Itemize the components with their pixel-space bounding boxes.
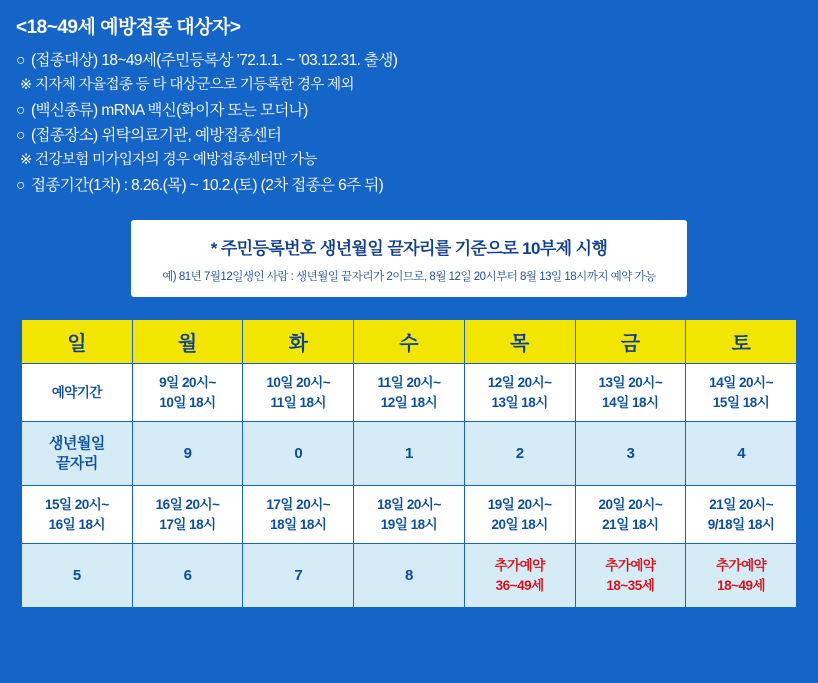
- table-row: [22, 422, 797, 486]
- list-item: [16, 173, 804, 198]
- period-cell: 15일 20시~ 16일 18시: [22, 486, 133, 544]
- digit-cell: 3: [575, 422, 686, 486]
- table-row: [22, 364, 797, 422]
- bullet-mark: ○: [16, 52, 25, 69]
- bullet-list: [16, 48, 804, 198]
- extra-reservation-text: 추가예약 18~35세: [605, 557, 656, 593]
- digit-cell: 0: [243, 422, 354, 486]
- day-header-thu: 목: [464, 320, 575, 364]
- callout-box: [131, 220, 687, 297]
- period-cell: 9일 20시~ 10일 18시: [132, 364, 243, 422]
- day-header-tue: 화: [243, 320, 354, 364]
- calendar-table-wrapper: [21, 319, 797, 608]
- digit-cell: 7: [243, 544, 354, 608]
- period-cell: 12일 20시~ 13일 18시: [464, 364, 575, 422]
- day-header-fri: 금: [575, 320, 686, 364]
- period-cell: 11일 20시~ 12일 18시: [354, 364, 465, 422]
- bullet-text: (백신종류) mRNA 백신(화이자 또는 모더나): [31, 102, 308, 119]
- period-cell: 21일 20시~ 9/18일 18시: [686, 486, 797, 544]
- digit-cell: 8: [354, 544, 465, 608]
- period-cell: 13일 20시~ 14일 18시: [575, 364, 686, 422]
- page-title: <18~49세 예방접종 대상자>: [16, 17, 241, 38]
- list-item: [16, 48, 804, 73]
- period-cell: 10일 20시~ 11일 18시: [243, 364, 354, 422]
- period-cell: 17일 20시~ 18일 18시: [243, 486, 354, 544]
- row-label-birth-last-digit: 생년월일 끝자리: [22, 422, 133, 486]
- bullet-mark: ○: [16, 127, 25, 144]
- bullet-mark: ○: [16, 102, 25, 119]
- period-cell: 20일 20시~ 21일 18시: [575, 486, 686, 544]
- list-item: [16, 73, 804, 98]
- day-header-sat: 토: [686, 320, 797, 364]
- period-cell: 16일 20시~ 17일 18시: [132, 486, 243, 544]
- bullet-mark: ※: [20, 77, 32, 93]
- day-header-wed: 수: [354, 320, 465, 364]
- digit-cell: 5: [22, 544, 133, 608]
- list-item: [16, 148, 804, 173]
- extra-reservation-text: 추가예약 36~49세: [494, 557, 545, 593]
- bullet-text: 접종기간(1차) : 8.26.(목) ~ 10.2.(토) (2차 접종은 6주 뒤): [31, 177, 384, 194]
- digit-cell: 6: [132, 544, 243, 608]
- day-header-sun: 일: [22, 320, 133, 364]
- bullet-text: 지자체 자율접종 등 타 대상군으로 기등록한 경우 제외: [35, 77, 354, 93]
- list-item: [16, 123, 804, 148]
- row-label-reservation-period: 예약기간: [22, 364, 133, 422]
- bullet-text: (접종장소) 위탁의료기관, 예방접종센터: [31, 127, 282, 144]
- digit-cell: 9: [132, 422, 243, 486]
- table-row: [22, 486, 797, 544]
- callout-title: * 주민등록번호 생년월일 끝자리를 기준으로 10부제 시행: [210, 239, 608, 258]
- bullet-mark: ※: [20, 152, 32, 168]
- callout-subtitle: 예) 81년 7월12일생인 사람 : 생년월일 끝자리가 2이므로, 8월 12일 20시부터 8월 13일 18시까지 예약 가능: [162, 271, 656, 283]
- digit-cell: 2: [464, 422, 575, 486]
- extra-reservation-cell: [464, 544, 575, 608]
- day-header-mon: 월: [132, 320, 243, 364]
- digit-cell: 4: [686, 422, 797, 486]
- table-row: [22, 544, 797, 608]
- bullet-text: 건강보험 미가입자의 경우 예방접종센터만 가능: [35, 152, 317, 168]
- digit-cell: 1: [354, 422, 465, 486]
- reservation-schedule-table: [21, 319, 797, 608]
- bullet-text: (접종대상) 18~49세(주민등록상 ’72.1.1. ~ ’03.12.31. 출생): [31, 52, 398, 69]
- extra-reservation-cell: [686, 544, 797, 608]
- list-item: [16, 98, 804, 123]
- extra-reservation-text: 추가예약 18~49세: [716, 557, 767, 593]
- bullet-mark: ○: [16, 177, 25, 194]
- table-header-row: [22, 320, 797, 364]
- period-cell: 19일 20시~ 20일 18시: [464, 486, 575, 544]
- period-cell: 14일 20시~ 15일 18시: [686, 364, 797, 422]
- extra-reservation-cell: [575, 544, 686, 608]
- period-cell: 18일 20시~ 19일 18시: [354, 486, 465, 544]
